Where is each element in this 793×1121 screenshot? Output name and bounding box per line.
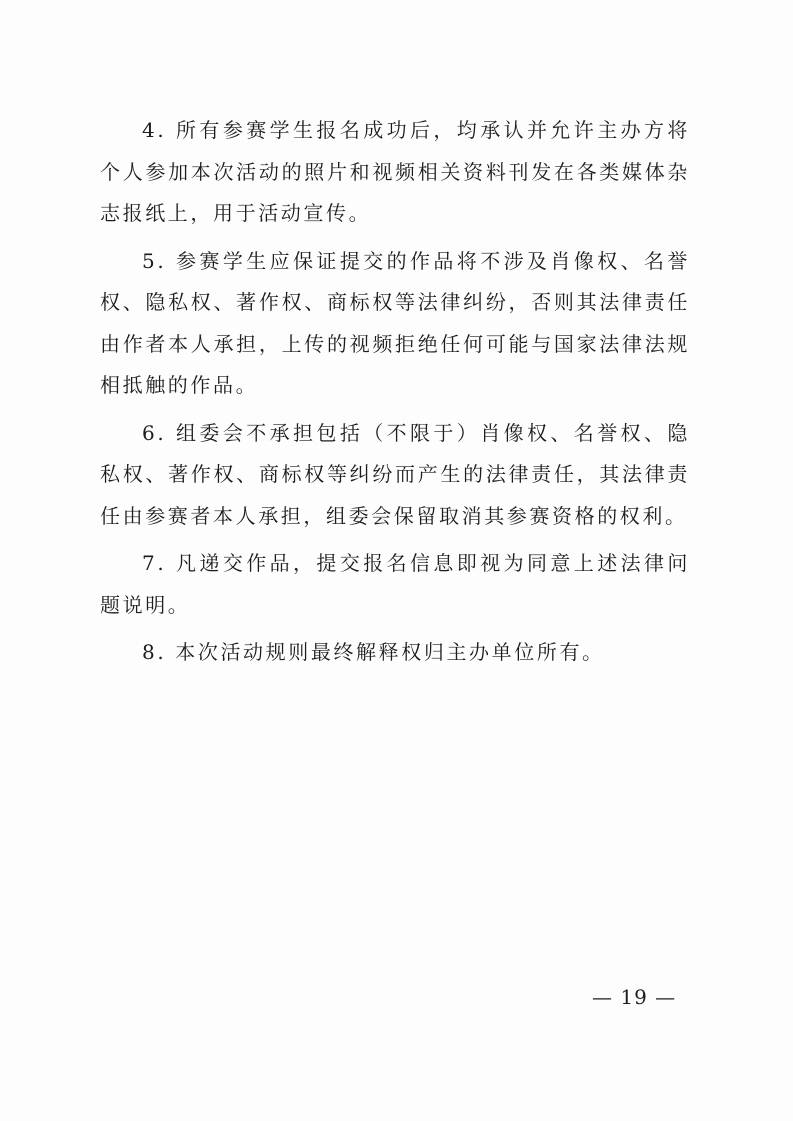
- paragraph-rule-4: 4. 所有参赛学生报名成功后，均承认并允许主办方将个人参加本次活动的照片和视频相关资料刊发在各类媒体杂志报纸上，用于活动宣传。: [100, 118, 690, 225]
- document-body: [100, 110, 690, 674]
- paragraph-rule-5: 5. 参赛学生应保证提交的作品将不涉及肖像权、名誉权、隐私权、著作权、商标权等法律纠纷，否则其法律责任由作者本人承担，上传的视频拒绝任何可能与国家法律法规相抵触的作品。: [100, 248, 690, 397]
- paragraph-rule-8: 8. 本次活动规则最终解释权归主办单位所有。: [142, 640, 605, 664]
- page-number: — 19 —: [592, 985, 677, 1009]
- paragraph-rule-7: 7. 凡递交作品，提交报名信息即视为同意上述法律问题说明。: [100, 551, 690, 617]
- paragraph-rule-6: 6. 组委会不承担包括（不限于）肖像权、名誉权、隐私权、著作权、商标权等纠纷而产生的法律责任，其法律责任由参赛者本人承担，组委会保留取消其参赛资格的权利。: [100, 420, 690, 528]
